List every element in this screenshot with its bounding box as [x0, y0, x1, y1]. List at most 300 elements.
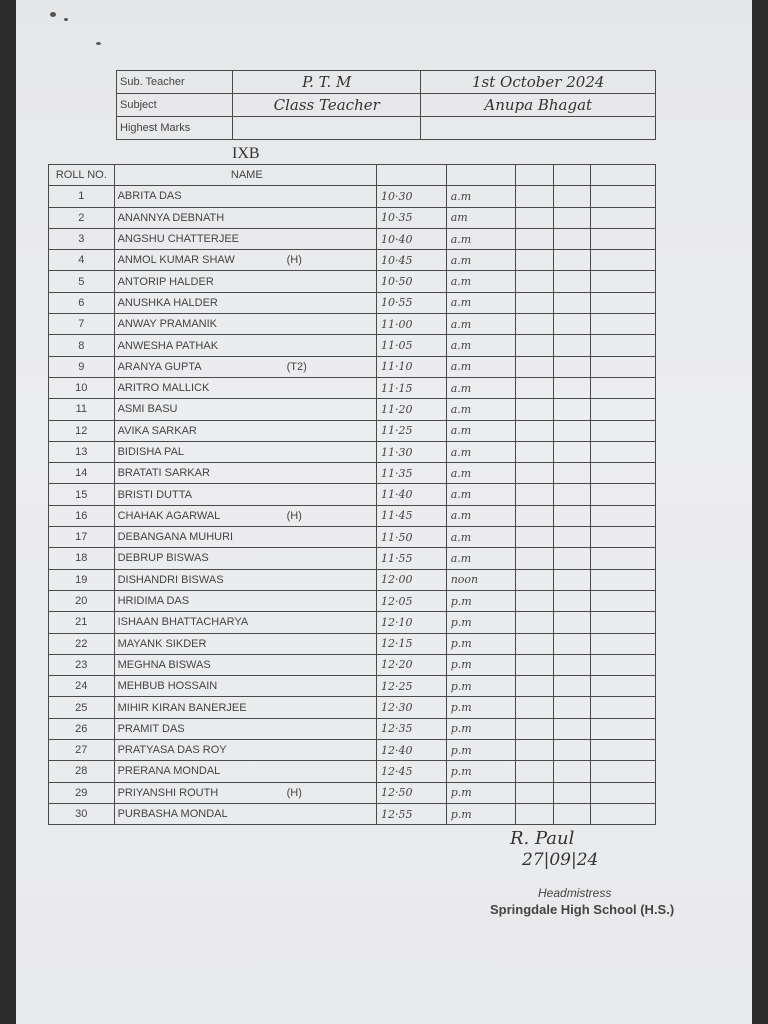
name-cell — [114, 718, 376, 739]
table-row — [49, 463, 656, 484]
student-name: ANTORIP HALDER — [117, 275, 214, 288]
time-cell: 11·05 — [376, 335, 446, 356]
empty-cell — [553, 676, 591, 697]
name-cell — [114, 676, 376, 697]
empty-cell — [553, 207, 591, 228]
student-name: DEBANGANA MUHURI — [117, 531, 234, 544]
table-row — [49, 207, 656, 228]
empty-cell — [516, 377, 554, 398]
empty-cell — [516, 612, 554, 633]
time-cell: 11·15 — [376, 377, 446, 398]
roll-cell: 8 — [49, 335, 115, 356]
empty-cell — [516, 186, 554, 207]
time-cell: 11·25 — [376, 420, 446, 441]
table-row — [49, 292, 656, 313]
extra-header-1 — [516, 165, 554, 186]
table-row — [49, 484, 656, 505]
empty-cell — [516, 548, 554, 569]
ampm-cell: a.m — [446, 463, 516, 484]
name-cell — [114, 612, 376, 633]
name-cell — [114, 740, 376, 761]
empty-cell — [591, 505, 656, 526]
student-tag: (H) — [286, 254, 302, 267]
empty-cell — [553, 399, 591, 420]
time-cell: 10·30 — [376, 186, 446, 207]
stamp-title: Headmistress — [538, 886, 612, 900]
student-name: MEHBUB HOSSAIN — [117, 680, 218, 693]
empty-cell — [553, 292, 591, 313]
student-name: ANANNYA DEBNATH — [117, 211, 225, 224]
empty-cell — [591, 803, 656, 824]
roll-cell: 21 — [49, 612, 115, 633]
empty-cell — [591, 420, 656, 441]
name-cell — [114, 292, 376, 313]
empty-cell — [591, 292, 656, 313]
empty-cell — [591, 676, 656, 697]
roll-header: ROLL NO. — [49, 165, 115, 186]
student-name: MEGHNA BISWAS — [117, 658, 211, 671]
student-tag: (H) — [286, 786, 302, 799]
time-cell: 12·00 — [376, 569, 446, 590]
time-cell: 12·35 — [376, 718, 446, 739]
empty-cell — [553, 228, 591, 249]
table-row — [49, 697, 656, 718]
ampm-header — [446, 165, 516, 186]
roll-cell: 29 — [49, 782, 115, 803]
extra-header-3 — [591, 165, 656, 186]
name-cell — [114, 228, 376, 249]
table-row — [49, 590, 656, 611]
empty-cell — [516, 271, 554, 292]
time-cell: 10·35 — [376, 207, 446, 228]
empty-cell — [516, 590, 554, 611]
ink-speck — [96, 42, 101, 45]
roll-cell: 27 — [49, 740, 115, 761]
table-row — [49, 633, 656, 654]
header-table — [116, 70, 656, 140]
table-row — [49, 250, 656, 271]
ampm-cell: a.m — [446, 228, 516, 249]
empty-cell — [591, 633, 656, 654]
student-name: ISHAAN BHATTACHARYA — [117, 616, 249, 629]
student-name: AVIKA SARKAR — [117, 424, 197, 437]
roll-cell: 14 — [49, 463, 115, 484]
empty-cell — [553, 505, 591, 526]
name-cell — [114, 186, 376, 207]
roll-cell: 9 — [49, 356, 115, 377]
time-cell: 10·40 — [376, 228, 446, 249]
name-cell — [114, 314, 376, 335]
student-name: PRIYANSHI ROUTH — [117, 786, 219, 799]
ampm-cell: p.m — [446, 761, 516, 782]
ampm-cell: a.m — [446, 377, 516, 398]
empty-cell — [591, 186, 656, 207]
name-cell — [114, 569, 376, 590]
empty-cell — [591, 335, 656, 356]
table-row — [49, 527, 656, 548]
ampm-cell: p.m — [446, 740, 516, 761]
student-name: ARITRO MALLICK — [117, 382, 210, 395]
ampm-cell: p.m — [446, 782, 516, 803]
ampm-cell: am — [446, 207, 516, 228]
table-row — [49, 676, 656, 697]
empty-cell — [591, 441, 656, 462]
table-row — [49, 314, 656, 335]
name-cell — [114, 484, 376, 505]
table-row — [49, 356, 656, 377]
ampm-cell: p.m — [446, 590, 516, 611]
roll-cell: 10 — [49, 377, 115, 398]
student-name: ANWESHA PATHAK — [117, 339, 219, 352]
empty-cell — [591, 612, 656, 633]
name-header: NAME — [114, 165, 376, 186]
name-cell — [114, 207, 376, 228]
time-cell: 11·35 — [376, 463, 446, 484]
table-row — [49, 271, 656, 292]
empty-cell — [516, 399, 554, 420]
empty-cell — [553, 740, 591, 761]
student-tag: (H) — [286, 509, 302, 522]
ampm-cell: a.m — [446, 250, 516, 271]
student-tag: (T2) — [286, 360, 307, 373]
table-row — [49, 441, 656, 462]
empty-cell — [516, 292, 554, 313]
name-cell — [114, 782, 376, 803]
ampm-cell: p.m — [446, 803, 516, 824]
empty-cell — [553, 463, 591, 484]
highest-marks-value — [233, 117, 421, 140]
time-cell: 12·15 — [376, 633, 446, 654]
highest-marks-extra — [421, 117, 656, 140]
student-name: BRATATI SARKAR — [117, 467, 210, 480]
roll-cell: 16 — [49, 505, 115, 526]
roll-cell: 23 — [49, 654, 115, 675]
ink-speck — [50, 12, 56, 17]
empty-cell — [591, 527, 656, 548]
empty-cell — [516, 484, 554, 505]
table-row — [49, 228, 656, 249]
name-cell — [114, 590, 376, 611]
roll-cell: 6 — [49, 292, 115, 313]
stamp-school: Springdale High School (H.S.) — [490, 902, 675, 917]
empty-cell — [591, 399, 656, 420]
empty-cell — [553, 420, 591, 441]
ptm-date: 1st October 2024 — [421, 71, 656, 94]
empty-cell — [591, 569, 656, 590]
empty-cell — [516, 314, 554, 335]
empty-cell — [591, 356, 656, 377]
student-name: ANUSHKA HALDER — [117, 296, 218, 309]
name-cell — [114, 633, 376, 654]
empty-cell — [591, 590, 656, 611]
table-row — [49, 740, 656, 761]
roll-cell: 20 — [49, 590, 115, 611]
roll-cell: 30 — [49, 803, 115, 824]
time-cell: 11·10 — [376, 356, 446, 377]
name-cell — [114, 250, 376, 271]
time-cell: 11·50 — [376, 527, 446, 548]
student-name: HRIDIMA DAS — [117, 595, 190, 608]
time-cell: 12·50 — [376, 782, 446, 803]
student-name: DISHANDRI BISWAS — [117, 573, 224, 586]
table-row — [49, 803, 656, 824]
roll-cell: 13 — [49, 441, 115, 462]
empty-cell — [553, 356, 591, 377]
table-row — [49, 335, 656, 356]
empty-cell — [553, 761, 591, 782]
empty-cell — [553, 697, 591, 718]
empty-cell — [591, 782, 656, 803]
student-name: BRISTI DUTTA — [117, 488, 192, 501]
time-cell: 12·10 — [376, 612, 446, 633]
ink-speck — [64, 18, 68, 21]
ampm-cell: noon — [446, 569, 516, 590]
empty-cell — [516, 569, 554, 590]
table-row — [49, 505, 656, 526]
signature-date: 27|09|24 — [522, 850, 599, 870]
student-name: PRERANA MONDAL — [117, 765, 221, 778]
empty-cell — [553, 633, 591, 654]
time-cell: 12·25 — [376, 676, 446, 697]
table-row — [49, 612, 656, 633]
time-cell: 12·20 — [376, 654, 446, 675]
empty-cell — [553, 548, 591, 569]
ampm-cell: a.m — [446, 271, 516, 292]
table-row — [49, 718, 656, 739]
teacher-name: Anupa Bhagat — [421, 94, 656, 117]
student-name: ARANYA GUPTA — [117, 360, 202, 373]
empty-cell — [516, 441, 554, 462]
roll-cell: 5 — [49, 271, 115, 292]
time-cell: 10·45 — [376, 250, 446, 271]
table-row — [49, 420, 656, 441]
table-row — [49, 377, 656, 398]
empty-cell — [553, 569, 591, 590]
empty-cell — [591, 654, 656, 675]
empty-cell — [591, 484, 656, 505]
student-name: ASMI BASU — [117, 403, 178, 416]
class-teacher-text: Class Teacher — [233, 94, 421, 117]
roll-cell: 25 — [49, 697, 115, 718]
class-label: IXB — [232, 145, 260, 162]
empty-cell — [591, 250, 656, 271]
time-cell: 12·05 — [376, 590, 446, 611]
time-cell: 11·45 — [376, 505, 446, 526]
empty-cell — [553, 314, 591, 335]
empty-cell — [516, 228, 554, 249]
time-cell: 11·30 — [376, 441, 446, 462]
roll-cell: 3 — [49, 228, 115, 249]
empty-cell — [516, 803, 554, 824]
empty-cell — [553, 718, 591, 739]
name-cell — [114, 463, 376, 484]
roll-cell: 11 — [49, 399, 115, 420]
roll-cell: 19 — [49, 569, 115, 590]
roll-cell: 26 — [49, 718, 115, 739]
time-cell: 10·50 — [376, 271, 446, 292]
name-cell — [114, 335, 376, 356]
ampm-cell: a.m — [446, 527, 516, 548]
highest-marks-label: Highest Marks — [117, 117, 233, 140]
empty-cell — [553, 335, 591, 356]
empty-cell — [591, 718, 656, 739]
empty-cell — [516, 250, 554, 271]
name-cell — [114, 654, 376, 675]
empty-cell — [516, 782, 554, 803]
empty-cell — [516, 676, 554, 697]
name-cell — [114, 399, 376, 420]
ampm-cell: a.m — [446, 441, 516, 462]
name-cell — [114, 803, 376, 824]
subject-label: Subject — [117, 94, 233, 117]
ampm-cell: a.m — [446, 292, 516, 313]
time-header — [376, 165, 446, 186]
name-cell — [114, 377, 376, 398]
ampm-cell: a.m — [446, 484, 516, 505]
name-cell — [114, 527, 376, 548]
sub-teacher-label: Sub. Teacher — [117, 71, 233, 94]
empty-cell — [553, 654, 591, 675]
time-cell: 12·30 — [376, 697, 446, 718]
empty-cell — [553, 590, 591, 611]
name-cell — [114, 356, 376, 377]
student-name: ABRITA DAS — [117, 190, 182, 203]
roll-cell: 2 — [49, 207, 115, 228]
empty-cell — [516, 761, 554, 782]
empty-cell — [516, 697, 554, 718]
time-cell: 12·45 — [376, 761, 446, 782]
empty-cell — [516, 335, 554, 356]
empty-cell — [553, 803, 591, 824]
empty-cell — [553, 271, 591, 292]
roll-cell: 28 — [49, 761, 115, 782]
time-cell: 11·40 — [376, 484, 446, 505]
empty-cell — [516, 718, 554, 739]
empty-cell — [553, 377, 591, 398]
ampm-cell: a.m — [446, 399, 516, 420]
name-cell — [114, 697, 376, 718]
ampm-cell: p.m — [446, 654, 516, 675]
ampm-cell: p.m — [446, 697, 516, 718]
empty-cell — [516, 420, 554, 441]
empty-cell — [591, 463, 656, 484]
table-row — [49, 399, 656, 420]
student-name: PURBASHA MONDAL — [117, 808, 228, 821]
roll-cell: 22 — [49, 633, 115, 654]
empty-cell — [591, 697, 656, 718]
table-header-row — [49, 165, 656, 186]
student-name: ANGSHU CHATTERJEE — [117, 233, 240, 246]
empty-cell — [591, 740, 656, 761]
ampm-cell: p.m — [446, 718, 516, 739]
empty-cell — [553, 612, 591, 633]
student-name: MIHIR KIRAN BANERJEE — [117, 701, 247, 714]
name-cell — [114, 761, 376, 782]
student-name: BIDISHA PAL — [117, 446, 185, 458]
table-row — [49, 186, 656, 207]
roll-cell: 24 — [49, 676, 115, 697]
table-row — [49, 569, 656, 590]
empty-cell — [516, 740, 554, 761]
roll-cell: 18 — [49, 548, 115, 569]
signature-name: R. Paul — [510, 828, 575, 849]
ampm-cell: a.m — [446, 420, 516, 441]
student-name: ANMOL KUMAR SHAW — [117, 254, 235, 267]
ampm-cell: a.m — [446, 356, 516, 377]
name-cell — [114, 548, 376, 569]
student-name: DEBRUP BISWAS — [117, 552, 209, 565]
table-row — [49, 654, 656, 675]
empty-cell — [553, 441, 591, 462]
name-cell — [114, 505, 376, 526]
empty-cell — [553, 782, 591, 803]
ampm-cell: p.m — [446, 633, 516, 654]
empty-cell — [553, 186, 591, 207]
ampm-cell: a.m — [446, 186, 516, 207]
empty-cell — [553, 484, 591, 505]
empty-cell — [516, 207, 554, 228]
time-cell: 10·55 — [376, 292, 446, 313]
student-name: ANWAY PRAMANIK — [117, 318, 218, 331]
table-row — [49, 761, 656, 782]
name-cell — [114, 271, 376, 292]
time-cell: 11·00 — [376, 314, 446, 335]
roll-cell: 17 — [49, 527, 115, 548]
empty-cell — [591, 314, 656, 335]
empty-cell — [591, 761, 656, 782]
empty-cell — [591, 271, 656, 292]
time-cell: 12·55 — [376, 803, 446, 824]
table-row — [49, 548, 656, 569]
empty-cell — [516, 356, 554, 377]
empty-cell — [591, 377, 656, 398]
roll-cell: 7 — [49, 314, 115, 335]
ampm-cell: a.m — [446, 548, 516, 569]
student-name: PRATYASA DAS ROY — [117, 744, 227, 757]
empty-cell — [553, 250, 591, 271]
empty-cell — [553, 527, 591, 548]
roll-cell: 4 — [49, 250, 115, 271]
empty-cell — [516, 654, 554, 675]
student-table — [48, 164, 656, 825]
roll-cell: 12 — [49, 420, 115, 441]
time-cell: 11·55 — [376, 548, 446, 569]
empty-cell — [516, 633, 554, 654]
student-name: MAYANK SIKDER — [117, 637, 207, 650]
name-cell — [114, 420, 376, 441]
ampm-cell: a.m — [446, 314, 516, 335]
empty-cell — [591, 207, 656, 228]
ampm-cell: p.m — [446, 676, 516, 697]
empty-cell — [516, 527, 554, 548]
student-name: PRAMIT DAS — [117, 722, 185, 735]
empty-cell — [516, 505, 554, 526]
empty-cell — [516, 463, 554, 484]
ptm-text: P. T. M — [233, 71, 421, 94]
roll-cell: 1 — [49, 186, 115, 207]
ampm-cell: a.m — [446, 335, 516, 356]
name-cell — [114, 441, 376, 462]
student-name: CHAHAK AGARWAL — [117, 509, 221, 522]
empty-cell — [591, 228, 656, 249]
ampm-cell: a.m — [446, 505, 516, 526]
empty-cell — [591, 548, 656, 569]
time-cell: 11·20 — [376, 399, 446, 420]
ampm-cell: p.m — [446, 612, 516, 633]
roll-cell: 15 — [49, 484, 115, 505]
extra-header-2 — [553, 165, 591, 186]
table-row — [49, 782, 656, 803]
